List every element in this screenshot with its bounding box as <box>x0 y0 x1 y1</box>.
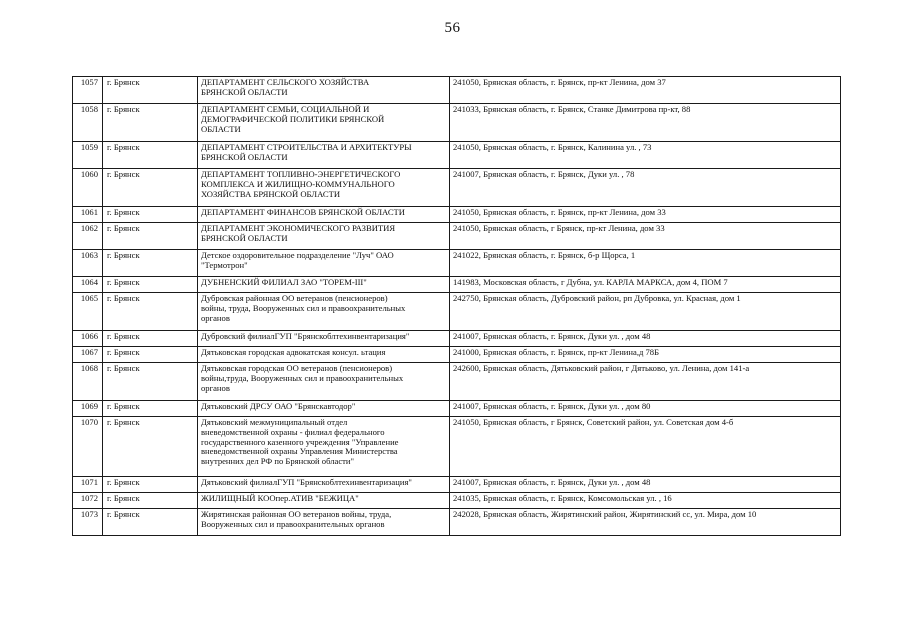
address-cell: 241007, Брянская область, г. Брянск, Дуки ул. , дом 80 <box>450 401 841 417</box>
row-number-cell: 1057 <box>73 77 103 104</box>
table-row <box>73 104 841 142</box>
address-cell: 241050, Брянская область, г Брянск, пр-кт Ленина, дом 33 <box>450 223 841 250</box>
row-number-cell: 1063 <box>73 250 103 277</box>
organization-name-cell: ЖИЛИЩНЫЙ КООпер.АТИВ "БЕЖИЦА" <box>198 493 450 509</box>
city-cell: г. Брянск <box>103 493 198 509</box>
row-number-cell: 1072 <box>73 493 103 509</box>
city-cell: г. Брянск <box>103 363 198 401</box>
row-number-cell: 1071 <box>73 477 103 493</box>
table-row <box>73 223 841 250</box>
table-row <box>73 493 841 509</box>
organization-name-cell: Дубровский филиалГУП "Брянскоблтехинвентаризация" <box>198 331 450 347</box>
city-cell: г. Брянск <box>103 77 198 104</box>
row-number-cell: 1062 <box>73 223 103 250</box>
address-cell: 241007, Брянская область, г. Брянск, Дуки ул. , дом 48 <box>450 477 841 493</box>
city-cell: г. Брянск <box>103 331 198 347</box>
organization-name-cell: ДЕПАРТАМЕНТ ЭКОНОМИЧЕСКОГО РАЗВИТИЯ БРЯНСКОЙ ОБЛАСТИ <box>198 223 450 250</box>
row-number-cell: 1059 <box>73 142 103 169</box>
table-row <box>73 207 841 223</box>
city-cell: г. Брянск <box>103 401 198 417</box>
row-number-cell: 1061 <box>73 207 103 223</box>
table-row <box>73 293 841 331</box>
address-cell: 241035, Брянская область, г. Брянск, Комсомольская ул. , 16 <box>450 493 841 509</box>
page-number: 56 <box>444 20 461 36</box>
table-row <box>73 77 841 104</box>
row-number-cell: 1065 <box>73 293 103 331</box>
organization-name-cell: ДЕПАРТАМЕНТ ФИНАНСОВ БРЯНСКОЙ ОБЛАСТИ <box>198 207 450 223</box>
table-row <box>73 142 841 169</box>
city-cell: г. Брянск <box>103 169 198 207</box>
address-cell: 241022, Брянская область, г. Брянск, б-р Щорса, 1 <box>450 250 841 277</box>
row-number-cell: 1068 <box>73 363 103 401</box>
city-cell: г. Брянск <box>103 277 198 293</box>
city-cell: г. Брянск <box>103 417 198 477</box>
city-cell: г. Брянск <box>103 223 198 250</box>
organization-name-cell: ДУБНЕНСКИЙ ФИЛИАЛ ЗАО "ТОРЕМ-III" <box>198 277 450 293</box>
address-cell: 241033, Брянская область, г. Брянск, Станке Димитрова пр-кт, 88 <box>450 104 841 142</box>
table-row <box>73 401 841 417</box>
organization-name-cell: Дятьковский филиалГУП "Брянскоблтехинвентаризация" <box>198 477 450 493</box>
organization-name-cell: Дятьковский межмуниципальный отдел вневедомственной охраны - филиал федерального государственного казенного учреждения "Управление вневедомственной охраны Управления Министерства внутренних дел РФ по Брянской области" <box>198 417 450 477</box>
organization-name-cell: Дятьковская городская адвокатская консул. ьтация <box>198 347 450 363</box>
address-cell: 242028, Брянская область, Жирятинский район, Жирятинский сс, ул. Мира, дом 10 <box>450 509 841 536</box>
address-cell: 241050, Брянская область, г. Брянск, пр-кт Ленина, дом 33 <box>450 207 841 223</box>
address-cell: 141983, Московская область, г Дубна, ул. КАРЛА МАРКСА, дом 4, ПОМ 7 <box>450 277 841 293</box>
row-number-cell: 1069 <box>73 401 103 417</box>
organization-name-cell: Детское оздоровительное подразделение "Луч" ОАО "Термотрон" <box>198 250 450 277</box>
city-cell: г. Брянск <box>103 142 198 169</box>
row-number-cell: 1073 <box>73 509 103 536</box>
table-row <box>73 347 841 363</box>
organization-name-cell: Дубровская районная ОО ветеранов (пенсионеров) войны, труда, Вооруженных сил и правоохранительных органов <box>198 293 450 331</box>
table-row <box>73 363 841 401</box>
address-cell: 242600, Брянская область, Дятьковский район, г Дятьково, ул. Ленина, дом 141-а <box>450 363 841 401</box>
city-cell: г. Брянск <box>103 104 198 142</box>
address-cell: 241050, Брянская область, г Брянск, Советский район, ул. Советская дом 4-б <box>450 417 841 477</box>
organization-name-cell: Дятьковский ДРСУ ОАО "Брянскавтодор" <box>198 401 450 417</box>
row-number-cell: 1070 <box>73 417 103 477</box>
table-row <box>73 509 841 536</box>
city-cell: г. Брянск <box>103 207 198 223</box>
table-row <box>73 331 841 347</box>
organization-name-cell: Жирятинская районная ОО ветеранов войны, труда, Вооруженных сил и правоохранительных органов <box>198 509 450 536</box>
address-cell: 241007, Брянская область, г. Брянск, Дуки ул. , дом 48 <box>450 331 841 347</box>
row-number-cell: 1060 <box>73 169 103 207</box>
address-cell: 241050, Брянская область, г. Брянск, пр-кт Ленина, дом 37 <box>450 77 841 104</box>
row-number-cell: 1058 <box>73 104 103 142</box>
organization-name-cell: ДЕПАРТАМЕНТ СТРОИТЕЛЬСТВА И АРХИТЕКТУРЫ БРЯНСКОЙ ОБЛАСТИ <box>198 142 450 169</box>
city-cell: г. Брянск <box>103 509 198 536</box>
organizations-table <box>72 76 841 536</box>
table-row <box>73 477 841 493</box>
address-cell: 241000, Брянская область, г. Брянск, пр-кт Ленина,д 78Б <box>450 347 841 363</box>
organization-name-cell: ДЕПАРТАМЕНТ ТОПЛИВНО-ЭНЕРГЕТИЧЕСКОГО КОМПЛЕКСА И ЖИЛИЩНО-КОММУНАЛЬНОГО ХОЗЯЙСТВА БРЯНСКОЙ ОБЛАСТИ <box>198 169 450 207</box>
organization-name-cell: Дятьковская городская ОО ветеранов (пенсионеров) войны,труда, Вооруженных сил и правоохранительных органов <box>198 363 450 401</box>
row-number-cell: 1064 <box>73 277 103 293</box>
city-cell: г. Брянск <box>103 347 198 363</box>
table-row <box>73 417 841 477</box>
city-cell: г. Брянск <box>103 477 198 493</box>
address-cell: 241007, Брянская область, г. Брянск, Дуки ул. , 78 <box>450 169 841 207</box>
address-cell: 241050, Брянская область, г. Брянск, Калинина ул. , 73 <box>450 142 841 169</box>
table-row <box>73 169 841 207</box>
table-row <box>73 250 841 277</box>
city-cell: г. Брянск <box>103 250 198 277</box>
row-number-cell: 1067 <box>73 347 103 363</box>
organization-name-cell: ДЕПАРТАМЕНТ СЕЛЬСКОГО ХОЗЯЙСТВА БРЯНСКОЙ ОБЛАСТИ <box>198 77 450 104</box>
table-body <box>73 77 841 536</box>
row-number-cell: 1066 <box>73 331 103 347</box>
table-row <box>73 277 841 293</box>
address-cell: 242750, Брянская область, Дубровский район, рп Дубровка, ул. Красная, дом 1 <box>450 293 841 331</box>
city-cell: г. Брянск <box>103 293 198 331</box>
organization-name-cell: ДЕПАРТАМЕНТ СЕМЬИ, СОЦИАЛЬНОЙ И ДЕМОГРАФИЧЕСКОЙ ПОЛИТИКИ БРЯНСКОЙ ОБЛАСТИ <box>198 104 450 142</box>
